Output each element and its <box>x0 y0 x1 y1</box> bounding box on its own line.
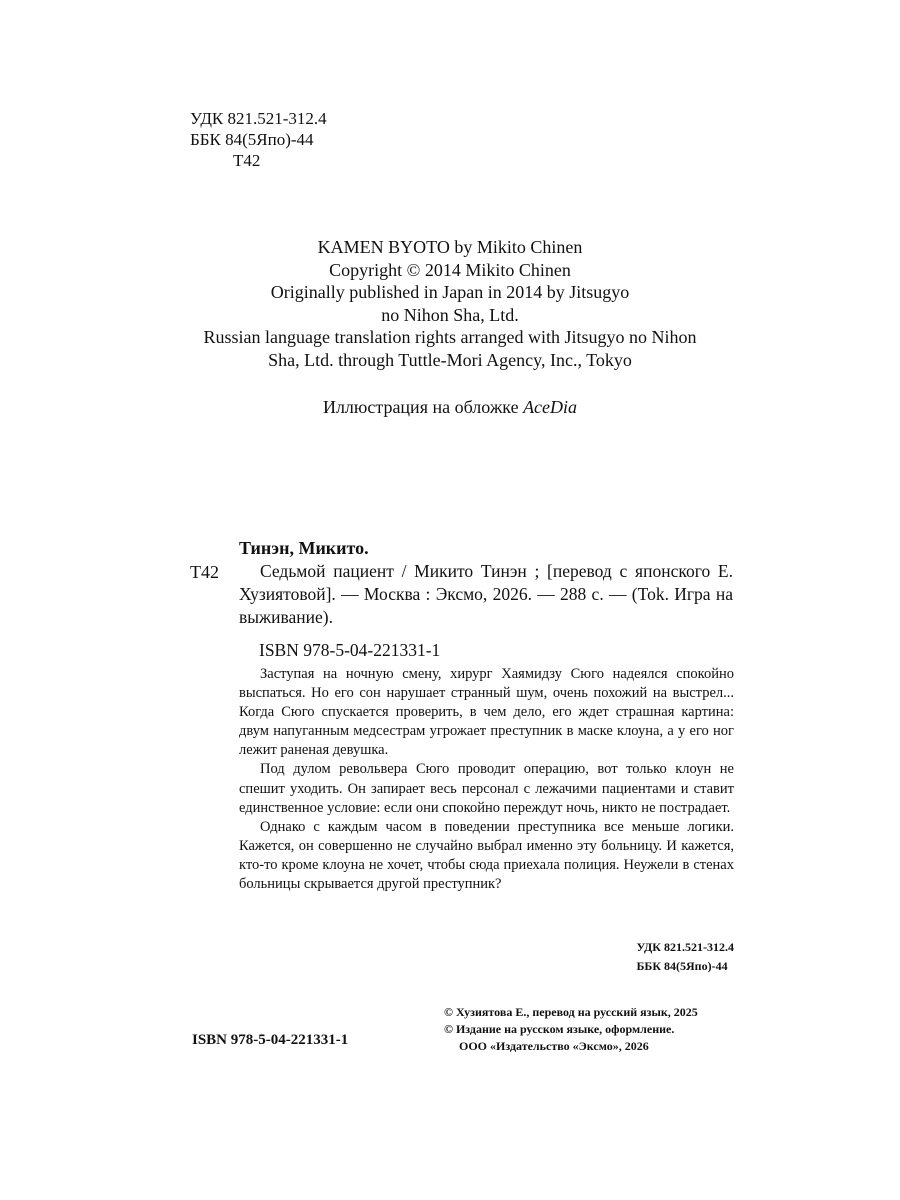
copyright-line: Originally published in Japan in 2014 by Jitsugyo <box>270 282 630 302</box>
illustration-credit <box>150 396 750 418</box>
record-author: Тинэн, Микито. <box>239 538 369 558</box>
copyright-line: Sha, Ltd. through Tuttle-Mori Agency, Inc., Tokyo <box>268 349 632 370</box>
record-isbn: ISBN 978-5-04-221331-1 <box>259 640 441 660</box>
udk-footer-block <box>636 938 734 976</box>
bbk-code-footer: ББК 84(5Япо)-44 <box>636 959 728 973</box>
description-text: Седьмой пациент / Микито Тинэн ; [перевод с японского Е. Хузиятовой]. — Москва : Эксмо, 2026. — 288 с. — (Tok. Игра на выживание). <box>239 561 733 627</box>
copyright-line: Copyright © 2014 Mikito Chinen <box>329 259 571 280</box>
illustration-prefix: Иллюстрация на обложке <box>322 397 519 417</box>
annotation-paragraph: Однако с каждым часом в поведении преступника все меньше логики. Кажется, он совершенно не случайно выбрал именно эту больницу. И кажется, кто-то кроме клоуна не хочет, чтобы сюда приехала полиция. Неужели в стенах больницы скрывается другой преступник? <box>239 818 734 893</box>
annotation <box>239 665 734 894</box>
bibliographic-description <box>239 560 733 629</box>
copyright-line: no Nihon Sha, Ltd. <box>381 304 519 325</box>
isbn-bottom: ISBN 978-5-04-221331-1 <box>192 1032 349 1048</box>
publisher-name: ООО «Издательство «Эксмо», 2026 <box>459 1039 649 1053</box>
udk-header-block <box>190 108 327 171</box>
original-copyright-block <box>150 236 750 371</box>
annotation-paragraph: Под дулом револьвера Сюго проводит операцию, вот только клоун не спешит уходить. Он запирает весь персонал с лежачими пациентами и ставит единственное условие: если они спокойно переждут ночь, никто не пострадает. <box>239 761 734 816</box>
copyright-line: Russian language translation rights arranged with Jitsugyo no Nihon <box>203 327 697 347</box>
annotation-paragraph: Заступая на ночную смену, хирург Хаямидзу Сюго надеялся спокойно выспаться. Но его сон нарушает странный шум, очень похожий на выстрел... Когда Сюго спускается проверить, в чем дело, его ждет страшная картина: двум напуганным медсестрам угрожает преступник в маске клоуна, а у его ног лежит раненая девушка. <box>239 666 734 759</box>
translation-copyright: © Хузиятова Е., перевод на русский язык, 2025 <box>444 1005 698 1019</box>
bbk-code: ББК 84(5Япо)-44 <box>190 130 314 149</box>
author-mark: Т42 <box>233 151 261 170</box>
illustration-artist: AceDia <box>523 397 578 417</box>
udk-code-footer: УДК 821.521-312.4 <box>636 940 734 954</box>
record-author-mark: Т42 <box>190 562 219 582</box>
publisher-copyright <box>444 1004 698 1055</box>
udk-code: УДК 821.521-312.4 <box>190 109 327 128</box>
copyright-line: KAMEN BYOTO by Mikito Chinen <box>317 237 583 257</box>
edition-copyright: © Издание на русском языке, оформление. <box>444 1022 675 1036</box>
